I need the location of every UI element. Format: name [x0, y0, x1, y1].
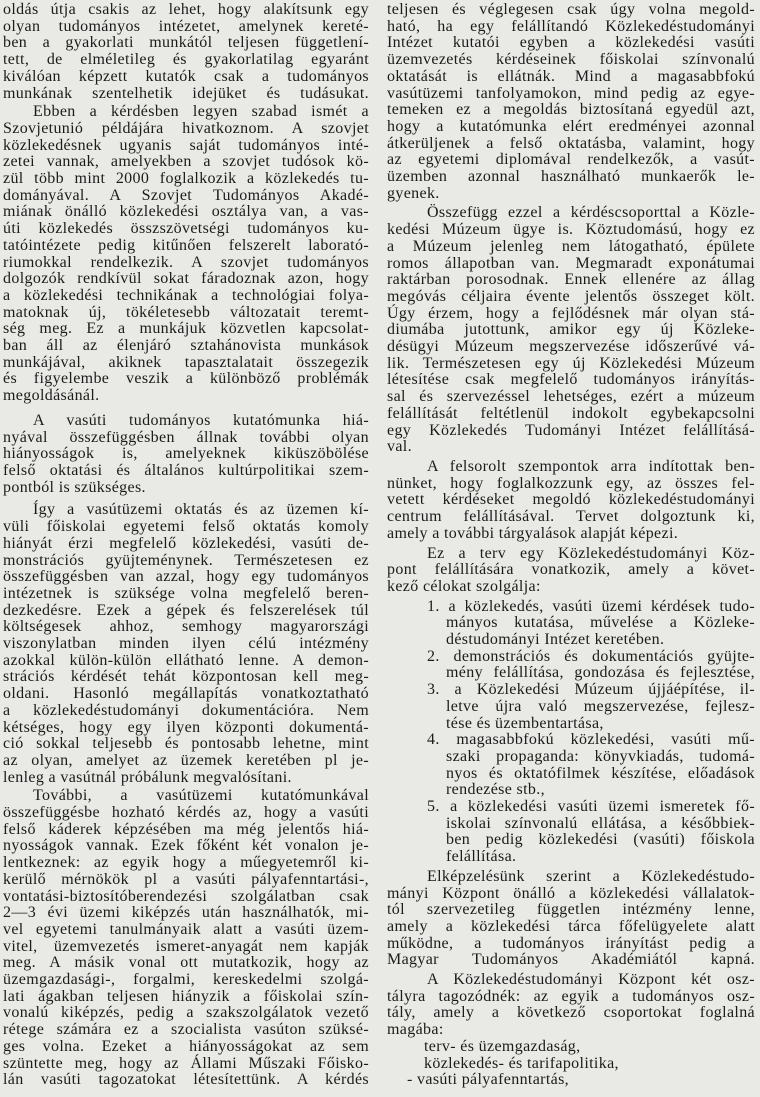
right-column	[387, 2, 755, 1089]
list-item	[387, 599, 755, 649]
text-line: összefüggésbe hozható kérdés az, hogy a vasúti	[3, 804, 369, 822]
text-line: sal és szervezéssel lehetséges, ezért a múzeum	[387, 388, 755, 406]
text-line: felállítását feltétlenül indokolt egybekapcsolni	[387, 404, 755, 422]
text-line: felső oktatási és általános kultúrpolitikai szem-	[3, 461, 369, 479]
text-line: gyenek.	[387, 184, 440, 202]
text-line: tól szervezetileg független intézmény lenne,	[387, 901, 755, 919]
text-line: nyosságok vannak. Ezek főként két vonalon je-	[3, 837, 369, 855]
text-line: az egyetemi diplomával rendelkezők, a vasút-	[387, 151, 755, 169]
text-line: pontból is szükséges.	[3, 478, 146, 496]
text-line: vitel, üzemvezetés ismeret-anyagát nem kapják	[3, 937, 369, 955]
text-line: a közlekedéstudományi dokumentációra. Nem	[3, 701, 369, 719]
text-line: letve újra való megszervezése, fejlesz-	[446, 697, 755, 715]
text-line: szaki propaganda: könyvkiadás, tudomá-	[446, 747, 755, 765]
department-group-item: - vasúti pályafenntartás,	[407, 1071, 570, 1089]
text-line: tályra tagozódnék: az egyik a tudományos osz-	[387, 987, 755, 1005]
paragraph	[3, 2, 369, 102]
text-line: ben pedig közlekedési (vasúti) főiskola	[446, 831, 755, 849]
text-line: raktárban porosodnak. Ennek ellenére az állag	[387, 271, 755, 289]
text-line: azokkal külön-külön ellátható lenne. A demon-	[3, 651, 369, 669]
text-line: kétséges, hogy egy ilyen központi dokumentá-	[3, 718, 369, 736]
text-line: létesítése csak megfelelő tudományos irányítás-	[387, 371, 755, 389]
text-line: munkájával, akiknek tapasztalatait összegezik	[3, 353, 369, 371]
text-line: hogy a kutatómunka elért eredményei azonnal	[387, 117, 755, 135]
text-line: riumokkal rendelkezik. A szovjet tudományos	[3, 253, 369, 271]
text-line: Így a vasútüzemi oktatás és az üzemen kí-	[33, 501, 369, 519]
text-line: A vasúti tudományos kutatómunka hiá-	[33, 411, 369, 429]
text-line: az olyan, amelyet az üzemek keretében pl je-	[3, 751, 369, 769]
text-line: déstudományi Intézet keretében.	[446, 631, 665, 649]
text-line: teljesen és véglegesen csak úgy volna megold-	[387, 1, 755, 18]
text-line: dolgozók rendkívül sokat fáradoznak azon, hogy	[3, 270, 369, 288]
department-group-item: terv- és üzemgazdaság,	[424, 1037, 581, 1055]
text-line: intézetnek is szüksége volna megfelelő beren-	[3, 584, 369, 602]
text-line: vetett kérdéseket megoldó közlekedéstudományi	[387, 491, 755, 509]
text-line: Úgy érzem, hogy a fejlődésnek már olyan stá-	[387, 304, 755, 322]
paragraph	[3, 788, 369, 1089]
text-line: 2—3 évi üzemi kiképzés után használhatók, mi-	[3, 904, 369, 922]
department-group-item: közlekedés- és tarifapolitika,	[424, 1054, 619, 1072]
text-line: miának önálló közlekedési osztálya van, a vas-	[3, 203, 369, 221]
text-line: megóvás céljaira évente jelentős összeget költ.	[387, 287, 755, 305]
list-item	[387, 682, 755, 732]
text-line: és figyelembe veszik a különböző problémák	[3, 370, 369, 388]
text-line: val.	[387, 438, 412, 456]
text-line: tatóintézete pedig kitűnően felszerelt laborató-	[3, 236, 369, 254]
text-line: iskolai színvonalú ellátása, a későbbiek-	[446, 814, 755, 832]
text-line: meg. A másik vonal ott mutatkozik, hogy az	[3, 954, 369, 972]
text-line: kező célokat szolgálja:	[387, 577, 541, 595]
text-line: pont felállítására vonatkozik, amely a követ-	[387, 561, 755, 579]
text-line: vonalú kiképzés, pedig a szakszolgálatok vezető	[3, 1004, 369, 1022]
text-line: felállítása.	[446, 848, 517, 866]
text-line: Szovjetunió példájára hivatkoznom. A szovjet	[3, 119, 369, 137]
text-line: További, a vasútüzemi kutatómunkával	[33, 787, 369, 805]
text-line: olyan tudományos intézetet, amelynek kereté-	[3, 17, 369, 35]
list-item	[387, 732, 755, 799]
text-line: nyos és oktatófilmek készítése, előadások	[446, 764, 755, 782]
text-line: mányi Központ önálló a közlekedési vállalatok-	[387, 884, 755, 902]
text-line: ség meg. Ez a munkájuk közvetlen kapcsolat-	[3, 320, 369, 338]
text-line: romos állapotban van. Megmaradt exponátumai	[387, 254, 755, 272]
text-line: 1. a közlekedés, vasúti üzemi kérdések tudo-	[427, 597, 755, 615]
text-line: amely a további tárgyalások alapját képezi.	[387, 524, 679, 542]
list-item	[387, 649, 755, 682]
text-line: Ebben a kérdésben legyen szabad ismét a	[33, 103, 369, 121]
text-line: centrum felállításával. Tervet dolgoztunk ki,	[387, 508, 755, 526]
text-line: matoknak új, tökéletesebb változatait teremt-	[3, 303, 369, 321]
text-line: Magyar Tudományos Akadémiától kapná.	[387, 951, 755, 969]
paragraph	[387, 546, 755, 596]
text-line: nyával összefüggésben állnak további olyan	[3, 428, 369, 446]
text-line: Elképzelésünk szerint a Közlekedéstudo-	[427, 867, 755, 885]
text-line: 2. demonstrációs és dokumentációs gyüjte-	[427, 647, 755, 665]
text-line: 4. magasabbfokú közlekedési, vasúti mű-	[427, 731, 755, 749]
text-line: magába:	[387, 1021, 444, 1039]
text-line: összefüggésben van azzal, hogy egy tudományos	[3, 568, 369, 586]
text-line: zetei vannak, amelyekben a szovjet tudósok kö-	[3, 153, 369, 171]
text-line: szüntette meg, hogy az Állami Műszaki Főisko-	[3, 1054, 369, 1072]
paragraph	[387, 205, 755, 456]
text-line: temeken ez a megoldás biztosítaná egyedül azt,	[387, 101, 755, 119]
text-line: viszonylatban minden ilyen célú intézmény	[3, 635, 369, 653]
text-line: dezkedésre. Ezek a gépek és felszerelések túl	[3, 601, 369, 619]
text-line: monstrációs gyüjteménynek. Természetesen ez	[3, 551, 369, 569]
text-line: ben a gyakorlati munkától teljesen függetlení-	[3, 34, 369, 52]
text-line: oktatását is ellátnák. Mind a magasabbfokú	[387, 67, 755, 85]
text-line: Intézet kutatói egyben a közlekedési vasúti	[387, 34, 755, 52]
text-line: lati ágakban teljesen hiányzik a főiskolai szín-	[3, 987, 369, 1005]
text-line: lenleg a vasútnál próbálunk megvalósítani.	[3, 768, 292, 786]
text-line: strációs kérdését tehát központosan kell meg-	[3, 668, 369, 686]
text-line: tály, amely a következő csoportokat foglalná	[387, 1004, 755, 1022]
text-line: ció sokkal teljesebb és pontosabb lehetne, mint	[3, 735, 369, 753]
text-line: átkerüljenek a felső oktatásba, valamint, hogy	[387, 134, 755, 152]
text-line: diumába jutottunk, amikor egy új Közleke-	[387, 321, 755, 339]
text-line: felső káderek képzésében ma még jelentős hiá-	[3, 820, 369, 838]
left-column	[3, 2, 369, 1089]
text-line: mányos kutatása, művelése a Közleke-	[446, 614, 755, 632]
text-line: Ez a terv egy Közlekedéstudományi Köz-	[427, 544, 755, 562]
text-line: a közlekedési technikának a technológiai folya-	[3, 286, 369, 304]
text-line: désügyi Múzeum megszervezése időszerűvé vá-	[387, 338, 755, 356]
text-line: üzemgazdasági-, forgalmi, kereskedelmi szolgá-	[3, 971, 369, 989]
text-line: munkának szentelhetik idejüket és tudásukat.	[3, 84, 369, 102]
text-line: költségesek ahhoz, semhogy magyarországi	[3, 618, 369, 636]
text-line: kedési Múzeum ügye is. Köztudomású, hogy ez	[387, 221, 755, 239]
paragraph	[387, 869, 755, 969]
text-line: egy Közlekedés Tudományi Intézet felállításá-	[387, 421, 755, 439]
text-line: vel egyetemi tanulmányaik alatt a vasúti üzem-	[3, 920, 369, 938]
text-line: rendezése stb.,	[446, 781, 545, 799]
text-line: A felsorolt szempontok arra indítottak ben-	[427, 457, 755, 475]
text-line: kerülő mérnökök pl a vasúti pályafenntartási-,	[3, 870, 369, 888]
list-item	[387, 799, 755, 866]
text-line: hiányát érzi megfelelő közlekedési, vasúti de-	[3, 534, 369, 552]
paragraph	[387, 459, 755, 543]
text-line: amely a közlekedési tárca főfelügyelete alatt	[387, 917, 755, 935]
paragraph	[387, 2, 755, 202]
text-line: működne, a tudományos irányítást pedig a	[387, 934, 755, 952]
text-line: oldani. Hasonló megállapítás vonatkoztatható	[3, 685, 369, 703]
text-line: lik. Természetesen egy új Közlekedési Múzeum	[387, 354, 755, 372]
paragraph	[387, 972, 755, 1039]
text-line: A Közlekedéstudományi Központ két osz-	[427, 971, 755, 989]
text-line: lán vasúti tagozatokat létesítettünk. A kérdés	[3, 1071, 369, 1089]
text-line: a Múzeum jelenleg nem látogatható, épülete	[387, 237, 755, 255]
text-line: hiányosságok is, amelyeknek kiküszöbölése	[3, 445, 369, 463]
text-line: vasútüzemi tanfolyamokon, mind pedig az egye-	[387, 84, 755, 102]
text-line: tett, de elméletileg és gyakorlatilag egyaránt	[3, 51, 369, 69]
text-line: oldás útja csakis az lehet, hogy alakítsunk egy	[3, 1, 369, 18]
text-line: közlekedésnek ugyanis saját tudományos inté-	[3, 136, 369, 154]
text-line: vüli főiskolai egyetemi felső oktatás komoly	[3, 518, 369, 536]
text-line: üzemvezetés kérdéseinek főiskolai színvonalú	[387, 51, 755, 69]
text-line: üzemben azonnal használható munkaerők le-	[387, 168, 755, 186]
text-line: ható, ha egy felállítandó Közlekedéstudományi	[387, 17, 755, 35]
paragraph	[3, 413, 369, 497]
text-line: vontatási-biztosítóberendezési szolgálatban csak	[3, 887, 369, 905]
text-line: úti közlekedés összszövetségi tudományos ku-	[3, 220, 369, 238]
text-line: 5. a közlekedési vasúti üzemi ismeretek fő-	[427, 798, 755, 816]
text-line: tése és üzembentartása,	[446, 714, 604, 732]
text-line: zül több mint 2000 foglalkozik a közlekedés tu-	[3, 170, 369, 188]
text-line: ban áll az élenjáró sztahánovista munkások	[3, 337, 369, 355]
text-line: mény felállítása, gondozása és fejlesztése,	[446, 664, 755, 682]
paragraph	[3, 502, 369, 786]
text-line: megoldásánál.	[3, 387, 100, 405]
text-line: Összefügg ezzel a kérdéscsoporttal a Közle-	[427, 204, 755, 222]
text-line: nünket, hogy foglalkozzunk egy, az összes fel-	[387, 474, 755, 492]
goals-list	[387, 599, 755, 866]
paragraph	[3, 104, 369, 405]
text-line: 3. a Közlekedési Múzeum újjáépítése, il-	[427, 681, 755, 699]
text-line: ges volna. Ezeket a hiányosságokat az sem	[3, 1037, 369, 1055]
text-line: rétege számára ez a szocialista vasúton szüksé-	[3, 1021, 369, 1039]
text-line: lentkeznek: az egyik hogy a műegyetemről ki-	[3, 854, 369, 872]
text-line: kiválóan képzett kutatók csak a tudományos	[3, 67, 369, 85]
department-group-list	[387, 1039, 755, 1089]
text-line: dományával. A Szovjet Tudományos Akadé-	[3, 186, 369, 204]
